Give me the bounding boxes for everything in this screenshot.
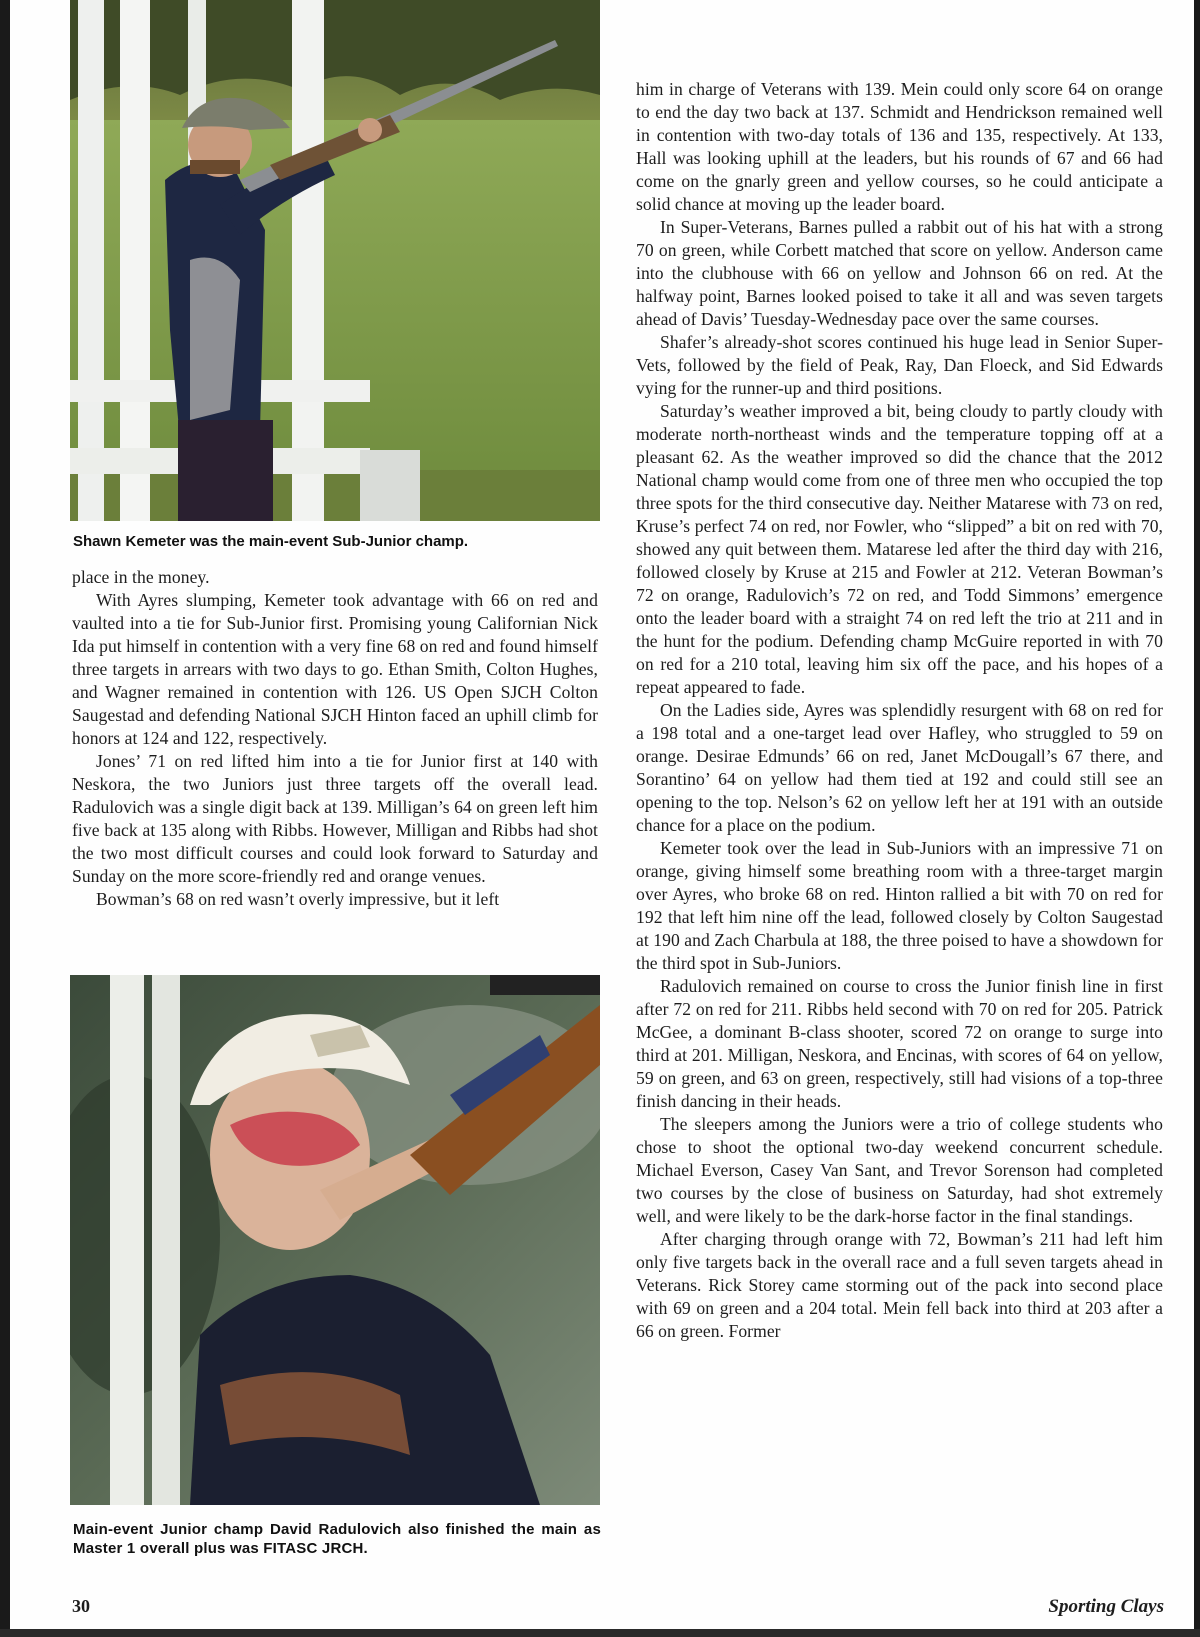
magazine-name: Sporting Clays (1048, 1596, 1164, 1617)
paragraph: After charging through orange with 72, Bowman’s 211 had left him only five targets back in the overall race and a full seven targets ahead in Veterans. Rick Storey came storming out of the pack into second place with 69 on green and a 204 total. Mein fell back into third at 203 after a 66 on green. Former (636, 1229, 1163, 1341)
paragraph: In Super-Veterans, Barnes pulled a rabbit out of his hat with a strong 70 on green, while Corbett matched that score on yellow. Anderson came into the clubhouse with 66 on yellow and Johnson 66 on red. At the halfway point, Barnes looked poised to take it all and was seven targets ahead of Davis’ Tuesday-Wednesday pace over the same courses. (636, 217, 1163, 329)
paragraph: Bowman’s 68 on red wasn’t overly impressive, but it left (96, 889, 500, 909)
paragraph: Kemeter took over the lead in Sub-Juniors with an impressive 71 on orange, giving himself some breathing room with a three-target margin over Ayres, who broke 68 on red. Hinton rallied a bit with 70 on red for 192 that left him nine off the lead, followed closely by Colton Saugestad at 190 and Zach Charbula at 188, the three poised to have a showdown for the third spot in Sub-Juniors. (636, 838, 1163, 973)
photo-shawn-kemeter (70, 0, 600, 521)
photo-caption: Main-event Junior champ David Radulovich also finished the main as Master 1 overall plus was FITASC JRCH. (73, 1521, 601, 1557)
paragraph: The sleepers among the Juniors were a trio of college students who chose to shoot the optional two-day weekend concurrent schedule. Michael Everson, Casey Van Sant, and Trevor Sorenson had completed two courses by the close of business on Saturday, had shot extremely well, and were likely to be the dark-horse factor in the final standings. (636, 1114, 1163, 1226)
page-number: 30 (72, 1596, 90, 1616)
paragraph: With Ayres slumping, Kemeter took advantage with 66 on red and vaulted into a tie for Sub-Junior first. Promising young Californian Nick Ida put himself in contention with a very fine 68 on red and found himself three targets in arrears with two days to go. Ethan Smith, Colton Hughes, and Wagner remained in contention with 126. US Open SJCH Colton Saugestad and defending National SJCH Hinton faced an uphill climb for honors at 124 and 122, respectively. (72, 590, 598, 748)
paragraph: him in charge of Veterans with 139. Mein could only score 64 on orange to end the day two back at 137. Schmidt and Hendrickson remained well in contention with two-day totals of 136 and 135, respectively. At 133, Hall was looking uphill at the leaders, but his rounds of 67 and 66 had come on the gnarly green and yellow courses, so he could anticipate a solid chance at moving up the leader board. (636, 79, 1163, 214)
scan-edge-left (0, 0, 10, 1637)
paragraph: On the Ladies side, Ayres was splendidly resurgent with 68 on red for a 198 total and a one-target lead over Hafley, who struggled to 59 on orange. Desirae Edmunds’ 66 on red, Janet McDougall’s 67 there, and Sorantino’ 64 on yellow had them tied at 192 and could still see an opening to the top. Nelson’s 62 on yellow left her at 191 with an outside chance for a place on the podium. (636, 700, 1163, 835)
photo-david-radulovich (70, 975, 600, 1505)
paragraph: Radulovich remained on course to cross the Junior finish line in first after 72 on red for 211. Ribbs held second with 70 on red for 205. Patrick McGee, a dominant B-class shooter, scored 72 on orange to surge into third at 201. Milligan, Neskora, and Encinas, with scores of 64 on yellow, 59 on green, and 63 on green, respectively, still had visions of a top-three finish dancing in their heads. (636, 976, 1163, 1111)
photo-caption: Shawn Kemeter was the main-event Sub-Junior champ. (73, 533, 469, 550)
right-column-text (636, 78, 1163, 1343)
paragraph: Saturday’s weather improved a bit, being cloudy to partly cloudy with moderate north-northeast winds and the temperature topping off at a pleasant 62. As the weather improved so did the chance that the 2012 National champ would come from one of three men who occupied the top three spots for the third consecutive day. Neither Matarese with 73 on red, Kruse’s perfect 74 on red, nor Fowler, who “slipped” a bit on red with 70, showed any quit between them. Matarese led after the third day with 216, followed closely by Kruse at 215 and Fowler at 212. Veteran Bowman’s 72 on orange, Radulovich’s 72 on red, and Todd Simmons’ emergence onto the leader board with a straight 74 on red left the trio at 211 and in the hunt for the podium. Defending champ McGuire reported in with 70 on red for a 210 total, leaving him six off the pace, and his hopes of a repeat appeared to fade. (636, 401, 1163, 697)
paragraph: Jones’ 71 on red lifted him into a tie for Junior first at 140 with Neskora, the two Juniors just three targets off the overall lead. Radulovich was a single digit back at 139. Milligan’s 64 on green left him five back at 135 along with Ribbs. However, Milligan and Ribbs had shot the two most difficult courses and could look forward to Saturday and Sunday on the more score-friendly red and orange venues. (72, 751, 598, 886)
scan-edge-right (1194, 0, 1200, 1637)
left-column-text (72, 566, 598, 911)
paragraph: Shafer’s already-shot scores continued his huge lead in Senior Super-Vets, followed by the field of Peak, Ray, Dan Floeck, and Sid Edwards vying for the runner-up and third positions. (636, 332, 1163, 398)
paragraph: place in the money. (72, 567, 210, 587)
scan-edge-bottom (0, 1629, 1200, 1637)
